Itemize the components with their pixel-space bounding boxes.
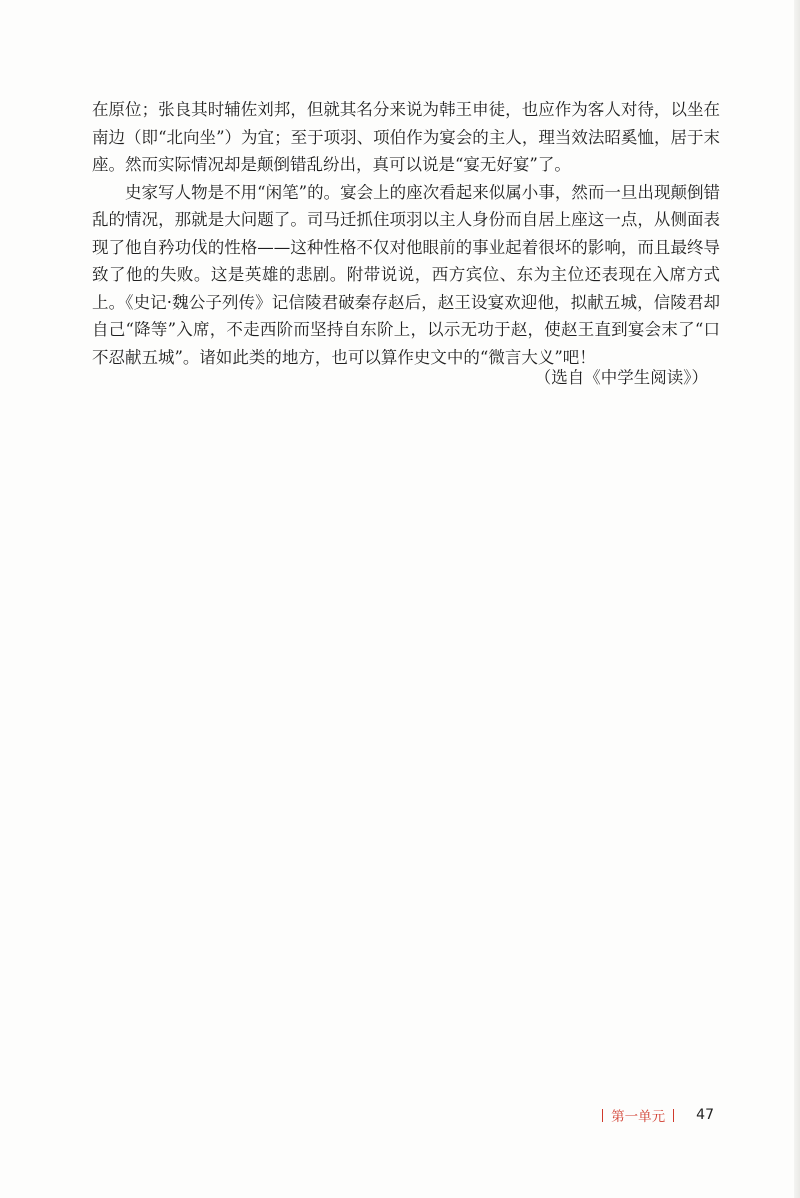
- paragraph-continuation: 在原位；张良其时辅佐刘邦，但就其名分来说为韩王申徒，也应作为客人对待，以坐在南边（即“北向坐”）为宜；至于项羽、项伯作为宴会的主人，理当效法昭奚恤，居于末座。然而实际情况却是颠倒错乱纷出，真可以说是“宴无好宴”了。: [92, 100, 720, 174]
- footer-divider-right: [673, 1109, 674, 1122]
- paragraph-historian-brushwork: 史家写人物是不用“闲笔”的。宴会上的座次看起来似属小事，然而一旦出现颠倒错乱的情况，那就是大问题了。司马迁抓住项羽以主人身份而自居上座这一点，从侧面表现了他自矜功伐的性格——这种性格不仅对他眼前的事业起着很坏的影响，而且最终导致了他的失败。这是英雄的悲剧。附带说说，西方宾位、东为主位还表现在入席方式上。《史记·魏公子列传》记信陵君破秦存赵后，赵王设宴欢迎他，拟献五城，信陵君却自己“降等”入席，不走西阶而坚持自东阶上，以示无功于赵，使赵王直到宴会末了“口不忍献五城”。诸如此类的地方，也可以算作史文中的“微言大义”吧！: [92, 182, 720, 367]
- unit-label: 第一单元: [611, 1109, 666, 1125]
- page-number: 47: [696, 1107, 714, 1123]
- source-attribution: （选自《中学生阅读》）: [534, 368, 708, 387]
- page-edge-shadow: [794, 0, 800, 1198]
- body-text: [92, 96, 720, 371]
- footer-divider-left: [602, 1109, 603, 1122]
- page-footer: [594, 1105, 714, 1125]
